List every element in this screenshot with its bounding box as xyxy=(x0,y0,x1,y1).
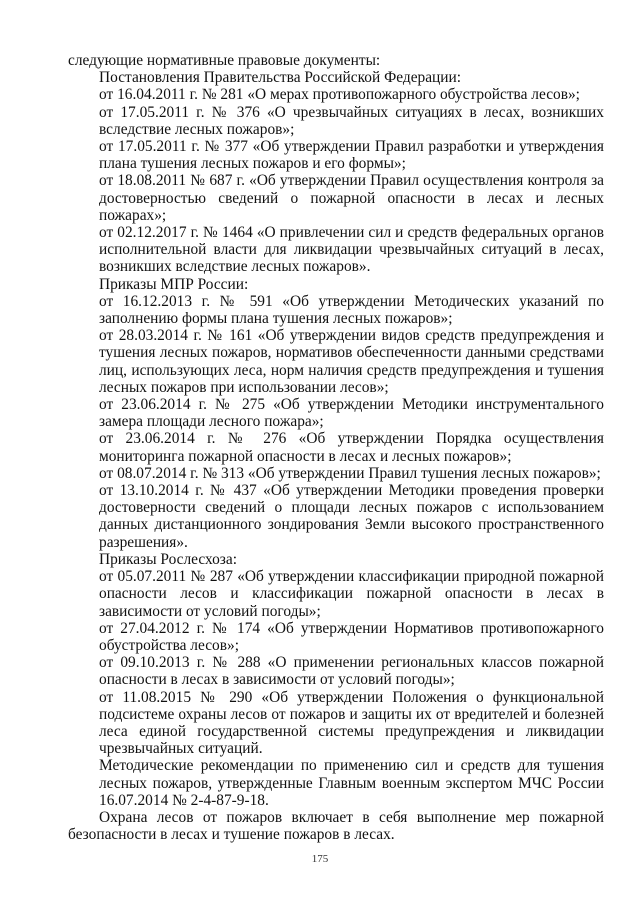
document-body xyxy=(68,52,604,843)
section-heading-government: Постановления Правительства Российской Федерации: xyxy=(99,69,462,87)
list-item: от 13.10.2014 г. № 437 «Об утверждении Методики проведения проверки достоверности сведений о площади лесных пожаров с использованием данных дистанционного зондирования Земли высокого пространственного разрешения». xyxy=(99,482,604,551)
section-heading-mpr: Приказы МПР России: xyxy=(99,275,249,293)
list-item: от 23.06.2014 г. № 275 «Об утверждении Методики инструментального замера площади лесного пожара»; xyxy=(99,396,604,431)
list-item: от 08.07.2014 г. № 313 «Об утверждении Правил тушения лесных пожаров»; xyxy=(99,464,601,482)
list-item: от 09.10.2013 г. № 288 «О применении региональных классов пожарной опасности в лесах в зависимости от условий погоды»; xyxy=(99,654,604,689)
list-item: от 23.06.2014 г. № 276 «Об утверждении Порядка осуществления мониторинга пожарной опасности в лесах и лесных пожаров»; xyxy=(99,430,604,465)
section-heading-rosleshoz: Приказы Рослесхоза: xyxy=(99,550,237,568)
list-item: от 17.05.2011 г. № 377 «Об утверждении Правил разработки и утверждения плана тушения лесных пожаров и его формы»; xyxy=(99,138,604,173)
intro-line: следующие нормативные правовые документы: xyxy=(68,52,381,69)
list-item: от 05.07.2011 № 287 «Об утверждении классификации природной пожарной опасности лесов и классификации пожарной опасности в лесах в зависимости от условий погоды»; xyxy=(99,568,604,620)
list-item: от 27.04.2012 г. № 174 «Об утверждении Нормативов противопожарного обустройства лесов»; xyxy=(99,619,604,654)
list-item: от 16.12.2013 г. № 591 «Об утверждении Методических указаний по заполнению формы плана тушения лесных пожаров»; xyxy=(99,292,604,328)
closing-paragraph: Охрана лесов от пожаров включает в себя выполнение мер пожарной безопасности в лесах и тушение пожаров в лесах. xyxy=(68,808,604,844)
list-item: от 18.08.2011 № 687 г. «Об утверждении Правил осуществления контроля за достоверностью сведений о пожарной опасности в лесах и лесных пожарах»; xyxy=(99,172,604,224)
page-number: 175 xyxy=(311,853,329,865)
list-item: от 16.04.2011 г. № 281 «О мерах противопожарного обустройства лесов»; xyxy=(99,86,580,104)
list-item: от 02.12.2017 г. № 1464 «О привлечении сил и средств федеральных органов исполнительной власти для ликвидации чрезвычайных ситуаций в лесах, возникших вследствие лесных пожаров». xyxy=(99,224,604,276)
list-item: от 28.03.2014 г. № 161 «Об утверждении видов средств предупреждения и тушения лесных пожаров, нормативов обеспеченности данными средствами лиц, использующих леса, норм наличия средств предупреждения и тушения лесных пожаров при использовании лесов»; xyxy=(99,327,604,396)
list-item: от 11.08.2015 № 290 «Об утверждении Положения о функциональной подсистеме охраны лесов от пожаров и защиты их от вредителей и болезней леса единой государственной системы предупреждения и ликвидации чрезвычайных ситуаций. xyxy=(99,688,604,758)
list-item: от 17.05.2011 г. № 376 «О чрезвычайных ситуациях в лесах, возникших вследствие лесных пожаров»; xyxy=(99,103,604,138)
list-item: Методические рекомендации по применению сил и средств для тушения лесных пожаров, утвержденные Главным военным экспертом МЧС России 16.07.2014 № 2-4-87-9-18. xyxy=(99,757,604,809)
